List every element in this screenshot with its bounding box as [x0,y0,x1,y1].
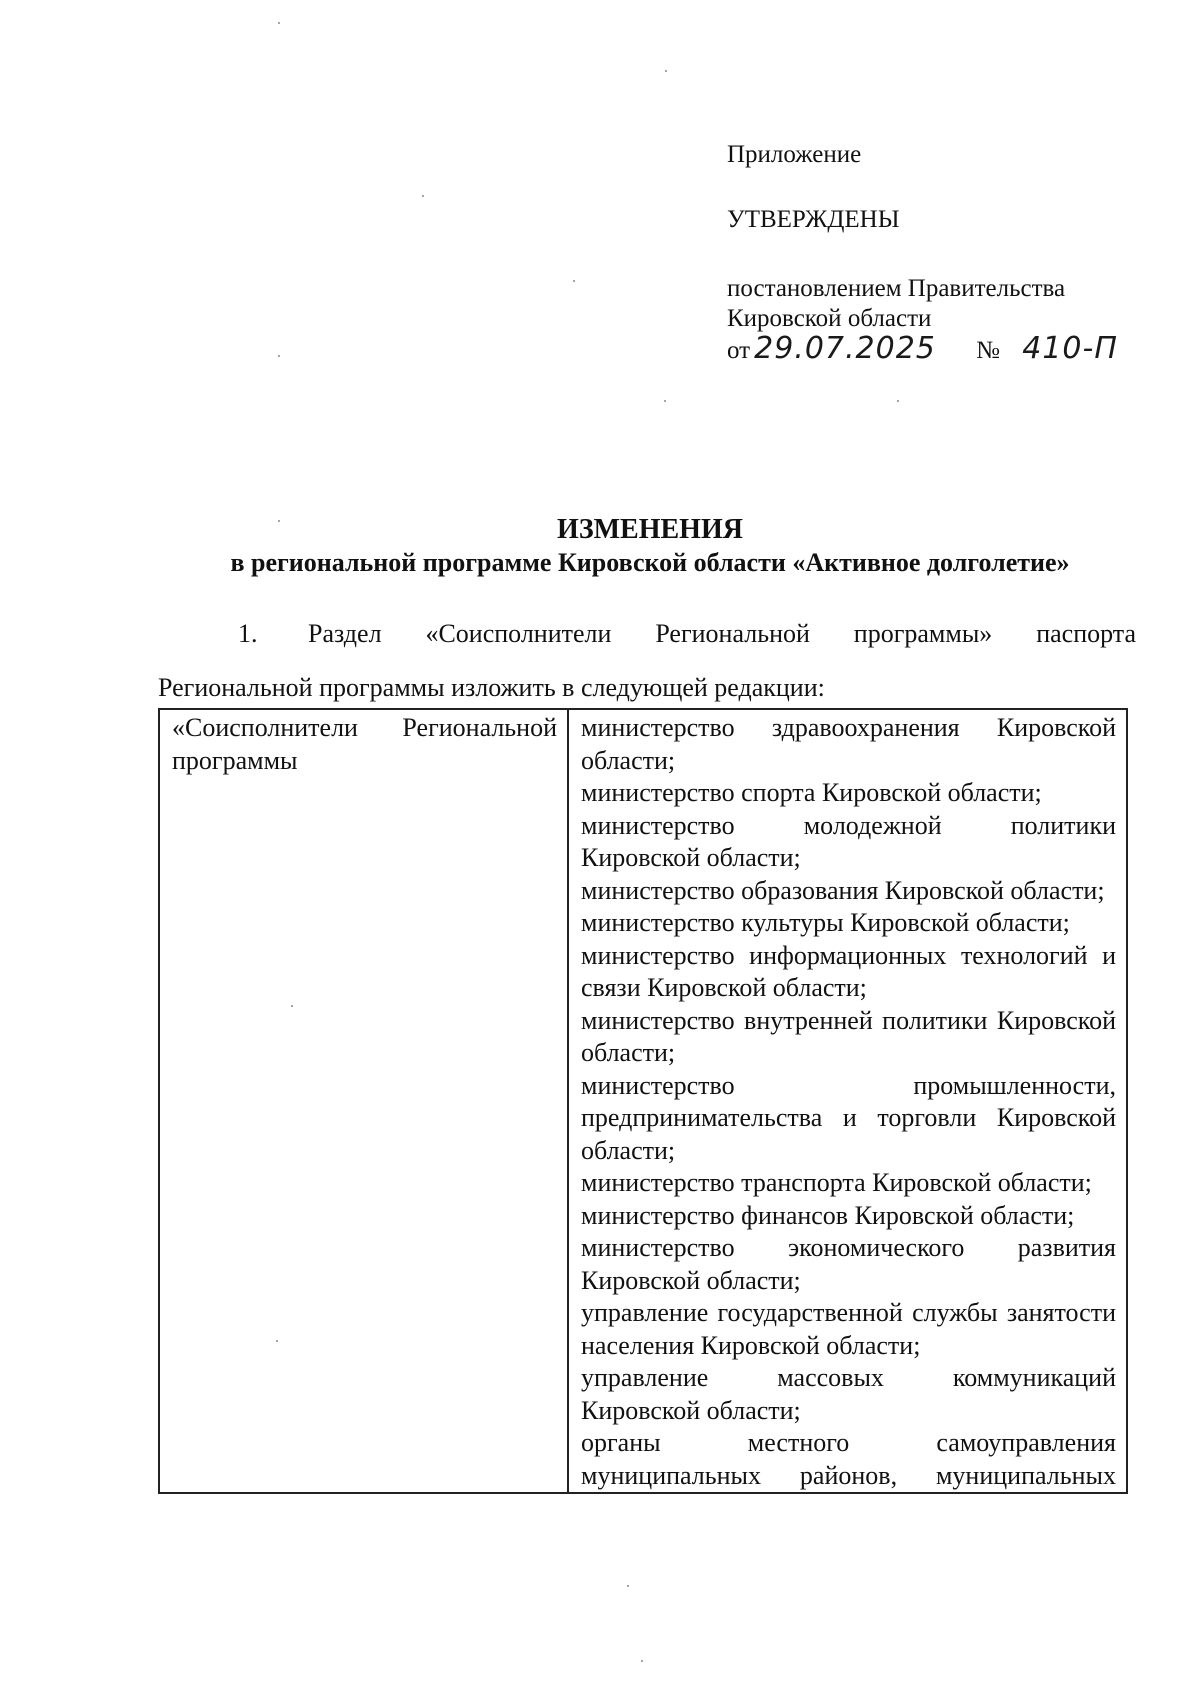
scan-speck [665,70,667,72]
resolution-line-1: постановлением Правительства [727,275,1066,302]
paragraph-line-2: Региональной программы изложить в следующей редакции: [158,673,825,702]
list-item: министерство промышленности, предпринимательства и торговли Кировской области; [581,1070,1116,1165]
scan-speck [664,400,666,402]
scan-speck [291,1005,293,1007]
paragraph-number: 1. [238,619,258,648]
list-item: министерство внутренней политики Кировской области; [581,1005,1116,1067]
list-item: управление государственной службы занятости населения Кировской области; [581,1298,1116,1360]
date-prefix: от [727,337,751,364]
approved-text: УТВЕРЖДЕНЫ [727,206,900,233]
list-item: министерство культуры Кировской области; [581,908,1070,937]
table-right-cell [568,709,1127,1493]
list-item: министерство здравоохранения Кировской области; [581,713,1116,775]
scan-speck [641,1660,643,1662]
co-executors-table [158,708,1128,1494]
list-item: министерство спорта Кировской области; [581,778,1042,807]
approved-label [727,205,900,235]
paragraph-line-1-text: Раздел «Соисполнители Региональной программы» паспорта [308,619,1136,648]
document-subtitle: в региональной программе Кировской области «Активное долголетие» [230,548,1070,577]
scan-speck [897,400,899,402]
table-row [159,709,1127,1493]
left-cell-text: «Соисполнители Региональной программы [172,713,557,775]
appendix-label [727,140,861,170]
table-left-cell [159,709,568,1493]
list-item: министерство образования Кировской области; [581,875,1105,905]
document-title: ИЗМЕНЕНИЯ [557,514,743,545]
scan-speck [627,1585,629,1587]
paragraph-1 [158,607,1136,715]
list-item: управление массовых коммуникаций Кировской области; [581,1363,1116,1425]
paragraph-line-1 [158,607,1136,661]
resolution-line-2: Кировской области [727,305,932,332]
scan-speck [422,195,424,197]
date-number-line [727,331,1118,366]
list-item: министерство финансов Кировской области; [581,1200,1075,1230]
list-item: министерство молодежной политики Кировской области; [581,810,1116,872]
document-heading [150,513,1150,579]
list-item: министерство транспорта Кировской области; [581,1168,1092,1197]
scan-speck [278,520,280,522]
list-item: органы местного самоуправления муниципальных районов, муниципальных [581,1428,1116,1490]
scan-speck [278,355,280,357]
list-item: министерство информационных технологий и связи Кировской области; [581,940,1116,1002]
appendix-text: Приложение [727,141,862,168]
handwritten-number: 410-П [1022,331,1118,366]
scan-speck [278,22,280,24]
resolution-block [727,274,1118,366]
handwritten-date: 29.07.2025 [754,331,936,366]
scan-speck [276,1340,278,1342]
list-item: министерство экономического развития Кировской области; [581,1233,1116,1295]
number-prefix: № [976,337,1000,364]
scan-speck [573,280,575,282]
